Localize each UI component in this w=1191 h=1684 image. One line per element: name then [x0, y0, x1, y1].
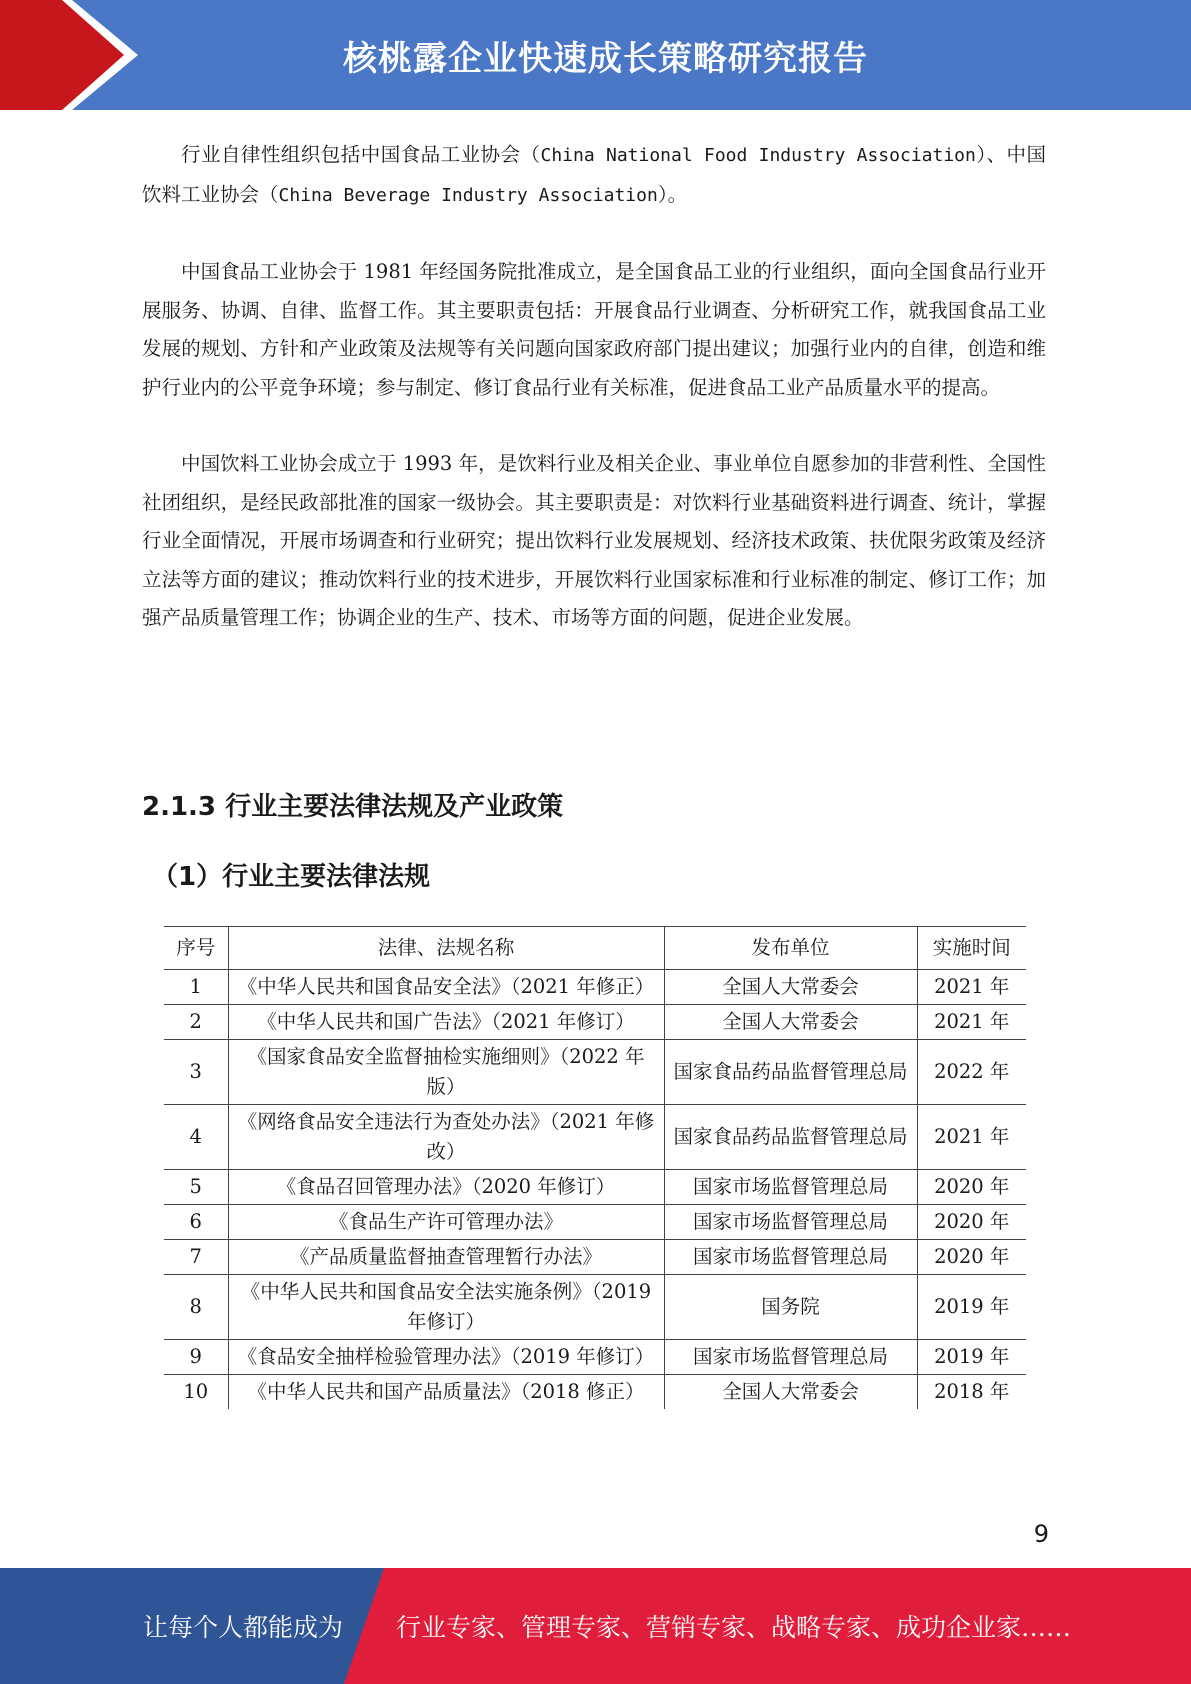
cell-law-name: 《中华人民共和国产品质量法》（2018 修正） — [228, 1375, 664, 1410]
sub-heading: （1）行业主要法律法规 — [152, 862, 431, 892]
cell-issuer: 国家食品药品监督管理总局 — [664, 1105, 917, 1170]
cell-issuer: 全国人大常委会 — [664, 1375, 917, 1410]
cell-issuer: 国家市场监督管理总局 — [664, 1205, 917, 1240]
cell-index: 9 — [164, 1340, 228, 1375]
header-law-name: 法律、法规名称 — [228, 927, 664, 970]
paragraph — [142, 445, 1046, 638]
cell-effective-date: 2022 年 — [917, 1040, 1026, 1105]
table-row — [164, 1275, 1026, 1340]
table-header-row — [164, 927, 1026, 970]
cell-law-name: 《食品召回管理办法》（2020 年修订） — [228, 1170, 664, 1205]
paragraph-text: China National Food Industry Association — [540, 145, 976, 166]
cell-effective-date: 2021 年 — [917, 1005, 1026, 1040]
footer-slogan-left: 让每个人都能成为 — [143, 1613, 344, 1642]
document-title: 核桃露企业快速成长策略研究报告 — [343, 38, 868, 79]
cell-issuer: 国家食品药品监督管理总局 — [664, 1040, 917, 1105]
page-number: 9 — [1033, 1520, 1049, 1548]
cell-issuer: 全国人大常委会 — [664, 970, 917, 1005]
cell-index: 8 — [164, 1275, 228, 1340]
cell-law-name: 《产品质量监督抽查管理暂行办法》 — [228, 1240, 664, 1275]
cell-effective-date: 2021 年 — [917, 1105, 1026, 1170]
cell-law-name: 《网络食品安全违法行为查处办法》（2021 年修改） — [228, 1105, 664, 1170]
cell-effective-date: 2019 年 — [917, 1340, 1026, 1375]
table-row — [164, 1205, 1026, 1240]
cell-index: 5 — [164, 1170, 228, 1205]
paragraph — [142, 253, 1046, 407]
table-row — [164, 1105, 1026, 1170]
header-banner — [0, 0, 1191, 110]
paragraph-text: 中国饮料工业协会成立于 1993 年，是饮料行业及相关企业、事业单位自愿参加的非营利性、全国性社团组织，是经民政部批准的国家一级协会。其主要职责是：对饮料行业基础资料进行调查、统计，掌握行业全面情况，开展市场调查和行业研究；提出饮料行业发展规划、经济技术政策、扶优限劣政策及经济立法等方面的建议；推动饮料行业的技术进步，开展饮料行业国家标准和行业标准的制定、修订工作；加强产品质量管理工作；协调企业的生产、技术、市场等方面的问题，促进企业发展。 — [142, 452, 1046, 629]
table-row — [164, 1240, 1026, 1275]
body-text — [142, 136, 1046, 676]
cell-issuer: 全国人大常委会 — [664, 1005, 917, 1040]
paragraph-text: ）。 — [657, 182, 688, 206]
paragraph-text: 中国食品工业协会于 1981 年经国务院批准成立，是全国食品工业的行业组织，面向全国食品行业开展服务、协调、自律、监督工作。其主要职责包括：开展食品行业调查、分析研究工作，就我国食品工业发展的规划、方针和产业政策及法规等有关问题向国家政府部门提出建议；加强行业内的自律，创造和维护行业内的公平竞争环境；参与制定、修订食品行业有关标准，促进食品工业产品质量水平的提高。 — [142, 260, 1046, 399]
cell-index: 4 — [164, 1105, 228, 1170]
cell-effective-date: 2018 年 — [917, 1375, 1026, 1410]
table-row — [164, 1005, 1026, 1040]
cell-index: 2 — [164, 1005, 228, 1040]
table-row — [164, 1375, 1026, 1410]
section-heading: 2.1.3 行业主要法律法规及产业政策 — [142, 792, 564, 822]
cell-index: 10 — [164, 1375, 228, 1410]
cell-effective-date: 2020 年 — [917, 1240, 1026, 1275]
table-row — [164, 970, 1026, 1005]
paragraph-text: China Beverage Industry Association — [278, 184, 658, 206]
cell-issuer: 国家市场监督管理总局 — [664, 1170, 917, 1205]
cell-effective-date: 2020 年 — [917, 1170, 1026, 1205]
footer-slogan-right: 行业专家、管理专家、营销专家、战略专家、成功企业家…… — [396, 1613, 1072, 1642]
table-row — [164, 1170, 1026, 1205]
cell-index: 7 — [164, 1240, 228, 1275]
table-row — [164, 1340, 1026, 1375]
cell-issuer: 国家市场监督管理总局 — [664, 1240, 917, 1275]
cell-effective-date: 2021 年 — [917, 970, 1026, 1005]
cell-index: 1 — [164, 970, 228, 1005]
cell-issuer: 国家市场监督管理总局 — [664, 1340, 917, 1375]
footer-banner — [0, 1568, 1191, 1684]
cell-issuer: 国务院 — [664, 1275, 917, 1340]
cell-effective-date: 2019 年 — [917, 1275, 1026, 1340]
paragraph — [142, 136, 1046, 215]
cell-law-name: 《食品生产许可管理办法》 — [228, 1205, 664, 1240]
cell-law-name: 《中华人民共和国广告法》（2021 年修订） — [228, 1005, 664, 1040]
paragraph-text: ）、中国饮料工业协会（ — [142, 143, 1046, 206]
paragraph-text: 行业自律性组织包括中国食品工业协会（ — [181, 143, 541, 166]
table-row — [164, 1040, 1026, 1105]
laws-table — [164, 926, 1026, 1409]
cell-law-name: 《中华人民共和国食品安全法实施条例》（2019 年修订） — [228, 1275, 664, 1340]
cell-law-name: 《食品安全抽样检验管理办法》（2019 年修订） — [228, 1340, 664, 1375]
cell-effective-date: 2020 年 — [917, 1205, 1026, 1240]
cell-index: 3 — [164, 1040, 228, 1105]
cell-law-name: 《国家食品安全监督抽检实施细则》（2022 年版） — [228, 1040, 664, 1105]
header-effective-date: 实施时间 — [917, 927, 1026, 970]
cell-law-name: 《中华人民共和国食品安全法》（2021 年修正） — [228, 970, 664, 1005]
header-issuer: 发布单位 — [664, 927, 917, 970]
header-index: 序号 — [164, 927, 228, 970]
cell-index: 6 — [164, 1205, 228, 1240]
